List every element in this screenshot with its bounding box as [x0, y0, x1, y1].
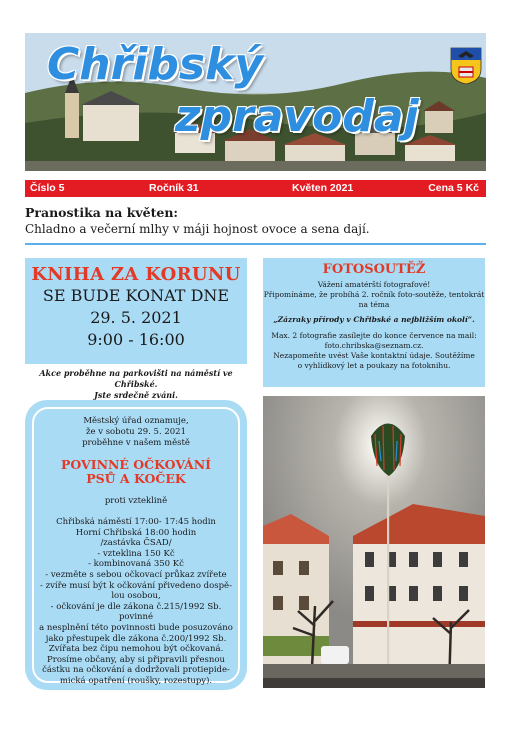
- vaccination-intro-line: Městský úřad oznamuje,: [83, 416, 189, 426]
- section-divider: [25, 243, 486, 245]
- vaccination-detail-line: Horní Chřibská 18:00 hodin: [75, 527, 197, 538]
- town-crest-icon: [450, 47, 482, 85]
- vaccination-detail-line: Chřibská náměstí 17:00- 17:45 hodin: [56, 517, 216, 527]
- vaccination-detail-line: částku na očkování a dodržovali protiepide-: [42, 665, 230, 676]
- vaccination-detail-line: jako přestupek dle zákona č.200/1992 Sb.: [45, 633, 227, 644]
- issue-info-bar: [25, 180, 486, 197]
- photo-contest-email[interactable]: foto.chribska@seznam.cz.: [324, 341, 424, 350]
- photo-contest-text: Max. 2 fotografie zasílejte do konce července na mail:: [271, 331, 477, 340]
- vaccination-box: [25, 400, 247, 690]
- maypole-photo: [263, 396, 485, 688]
- book-sale-note-line1: Akce proběhne na parkovišti na náměstí ve Chřibské.: [39, 368, 233, 389]
- vaccination-detail-line: mická opatření (roušky, rozestupy).: [59, 675, 213, 686]
- book-sale-note: [25, 368, 247, 401]
- masthead-title-line2: zpravodaj: [175, 91, 419, 142]
- forecast-text: Chladno a večerní mlhy v máji hojnost ovoce a sena dají.: [25, 222, 370, 236]
- vaccination-heading: [34, 458, 238, 486]
- vaccination-heading-line2: PSŮ A KOČEK: [86, 471, 186, 486]
- vaccination-box-frame: [32, 407, 240, 686]
- volume-number: Ročník 31: [149, 182, 199, 194]
- vaccination-intro-line: že v sobotu 29. 5. 2021: [85, 427, 186, 437]
- issue-date: Květen 2021: [292, 182, 354, 194]
- book-sale-box: [25, 258, 247, 364]
- vaccination-detail-line: Zvířata bez čipu nemohou být očkovaná.: [48, 644, 224, 655]
- photo-contest-text: Vážení amatérští fotografové!: [317, 280, 431, 289]
- vaccination-detail-line: - vezměte s sebou očkovací průkaz zvířete: [45, 569, 227, 580]
- vaccination-detail-line: a nesplnění této povinnosti bude posuzováno: [39, 622, 233, 633]
- photo-contest-box: [263, 258, 485, 387]
- vaccination-intro-line: proběhne v našem městě: [82, 438, 190, 448]
- masthead-title-line1: Chřibský: [47, 39, 264, 90]
- vaccination-detail-line: povinné: [118, 612, 154, 623]
- issue-price: Cena 5 Kč: [428, 182, 479, 194]
- vaccination-detail-line: - očkování je dle zákona č.215/1992 Sb.: [50, 601, 222, 612]
- vaccination-intro: [34, 416, 238, 449]
- photo-contest-text: na téma: [358, 300, 390, 309]
- masthead-banner: [25, 33, 486, 171]
- photo-contest-text: o vyhlídkový let a poukazy na fotoknihu.: [297, 361, 451, 370]
- vaccination-detail-line: lou osobou,: [111, 591, 161, 602]
- issue-number: Číslo 5: [30, 182, 65, 194]
- forecast-title: Pranostika na květen:: [25, 205, 179, 220]
- book-sale-note-line2: Jste srdečně zváni.: [94, 390, 178, 400]
- vaccination-detail-line: - zvíře musí být k očkování přivedeno dospě-: [40, 580, 232, 591]
- book-sale-date: 29. 5. 2021: [90, 308, 182, 327]
- vaccination-detail-line: - vzteklina 150 Kč: [97, 548, 175, 559]
- vaccination-detail-line: - kombinovaná 350 Kč: [88, 559, 184, 570]
- vaccination-against: proti vzteklině: [104, 496, 168, 506]
- vaccination-details: [34, 517, 238, 687]
- vaccination-detail-line: Prosíme občany, aby si připravili přesnou: [47, 654, 225, 665]
- photo-contest-theme: „Zázraky přírody v Chřibské a nejbližším okolí“.: [273, 315, 475, 324]
- vaccination-heading-line1: POVINNÉ OČKOVÁNÍ: [60, 457, 212, 472]
- book-sale-heading: KNIHA ZA KORUNU: [31, 264, 241, 285]
- photo-contest-text: Nezapomeňte uvést Vaše kontaktní údaje. Soutěžíme: [273, 351, 475, 360]
- book-sale-line1: SE BUDE KONAT DNE: [42, 286, 230, 305]
- vaccination-detail-line: /zastávka ČSAD/: [100, 538, 172, 549]
- photo-contest-heading: FOTOSOUTĚŽ: [322, 262, 426, 277]
- photo-contest-text: Připomínáme, že probíhá 2. ročník foto-soutěže, tentokrát: [263, 290, 485, 299]
- book-sale-time: 9:00 - 16:00: [87, 330, 185, 349]
- maypole-photo-art: [263, 396, 485, 688]
